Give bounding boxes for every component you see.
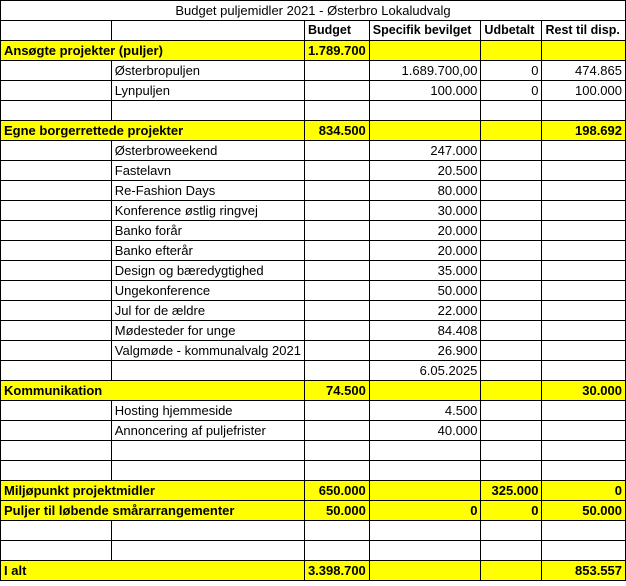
title-row [1,1,626,21]
table-row [1,221,626,241]
section-label: Kommunikation [1,381,305,401]
section-applied-row [1,41,626,61]
table-row [1,261,626,281]
table-row [1,301,626,321]
item-specific: 20.000 [369,221,481,241]
item-specific: 20.500 [369,161,481,181]
item-name: Lynpuljen [111,81,304,101]
item-specific: 80.000 [369,181,481,201]
section-remaining: 853.557 [542,561,626,581]
item-specific: 30.000 [369,201,481,221]
section-communication-row [1,381,626,401]
item-specific: 20.000 [369,241,481,261]
blank-row [1,521,626,541]
blank-row [1,101,626,121]
item-specific: 100.000 [369,81,481,101]
table-row [1,341,626,361]
section-remaining: 30.000 [542,381,626,401]
item-specific: 247.000 [369,141,481,161]
table-row [1,401,626,421]
item-name: Mødesteder for unge [111,321,304,341]
item-specific: 22.000 [369,301,481,321]
item-paid: 0 [481,61,542,81]
table-row [1,421,626,441]
faint-note: 6.05.2025 [369,361,481,381]
item-name: Østerbroweekend [111,141,304,161]
header-budget: Budget [304,21,369,41]
item-name: Ungekonference [111,281,304,301]
section-budget: 650.000 [304,481,369,501]
item-name: Østerbropuljen [111,61,304,81]
item-name: Re-Fashion Days [111,181,304,201]
blank-row [1,541,626,561]
item-specific: 40.000 [369,421,481,441]
item-specific: 1.689.700,00 [369,61,481,81]
table-row [1,141,626,161]
blank-row [1,361,626,381]
item-name: Jul for de ældre [111,301,304,321]
section-remaining: 0 [542,481,626,501]
section-budget: 50.000 [304,501,369,521]
table-row [1,61,626,81]
section-paid: 325.000 [481,481,542,501]
item-specific: 50.000 [369,281,481,301]
item-specific: 4.500 [369,401,481,421]
section-environment-row [1,481,626,501]
item-name: Fastelavn [111,161,304,181]
section-budget: 834.500 [304,121,369,141]
item-specific: 35.000 [369,261,481,281]
item-specific: 84.408 [369,321,481,341]
item-name: Banko efterår [111,241,304,261]
header-row [1,21,626,41]
table-row [1,161,626,181]
item-name: Banko forår [111,221,304,241]
item-remaining: 100.000 [542,81,626,101]
sheet-title: Budget puljemidler 2021 - Østerbro Lokaludvalg [1,1,626,21]
section-remaining: 198.692 [542,121,626,141]
header-specific: Specifik bevilget [369,21,481,41]
section-own-row [1,121,626,141]
item-paid: 0 [481,81,542,101]
section-specific: 0 [369,501,481,521]
item-name: Konference østlig ringvej [111,201,304,221]
header-remaining: Rest til disp. [542,21,626,41]
table-row [1,241,626,261]
blank-row [1,441,626,461]
table-row [1,81,626,101]
table-row [1,201,626,221]
header-paid: Udbetalt [481,21,542,41]
item-name: Annoncering af puljefrister [111,421,304,441]
section-label: Miljøpunkt projektmidler [1,481,305,501]
item-name: Valgmøde - kommunalvalg 2021 [111,341,304,361]
section-label: Egne borgerrettede projekter [1,121,305,141]
item-name: Hosting hjemmeside [111,401,304,421]
table-row [1,281,626,301]
section-budget: 1.789.700 [304,41,369,61]
item-name: Design og bæredygtighed [111,261,304,281]
section-label: I alt [1,561,305,581]
table-row [1,181,626,201]
section-remaining: 50.000 [542,501,626,521]
blank-row [1,461,626,481]
section-budget: 74.500 [304,381,369,401]
section-paid: 0 [481,501,542,521]
section-label: Ansøgte projekter (puljer) [1,41,305,61]
section-total-row [1,561,626,581]
section-label: Puljer til løbende smårarrangementer [1,501,305,521]
section-ongoing-row [1,501,626,521]
item-remaining: 474.865 [542,61,626,81]
table-row [1,321,626,341]
item-specific: 26.900 [369,341,481,361]
section-budget: 3.398.700 [304,561,369,581]
